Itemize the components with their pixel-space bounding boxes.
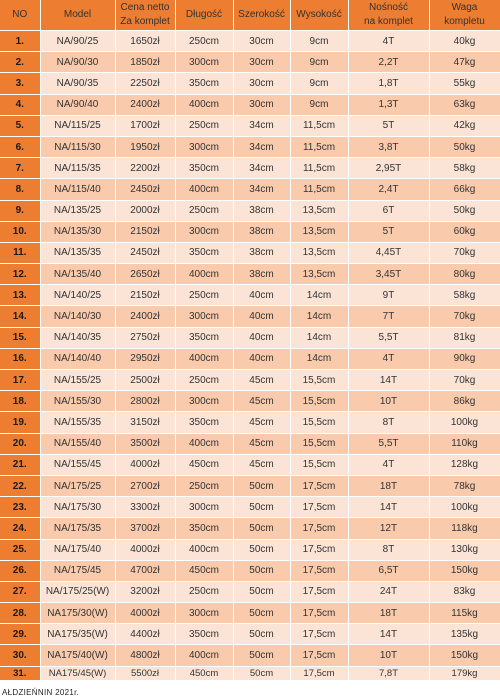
table-row [0, 603, 500, 624]
cell-load: 4T [348, 454, 429, 475]
cell-weight: 60kg [429, 221, 500, 242]
cell-model: NA/155/35 [40, 412, 115, 433]
cell-width: 50cm [233, 624, 290, 645]
cell-price: 4000zł [115, 539, 175, 560]
header-height: Wysokość [290, 0, 348, 31]
cell-width: 30cm [233, 52, 290, 73]
cell-model: NA/140/30 [40, 306, 115, 327]
header-load-line1: Nośność [369, 2, 408, 13]
cell-price: 2400zł [115, 306, 175, 327]
cell-model: NA/115/40 [40, 179, 115, 200]
table-row [0, 391, 500, 412]
table-row [0, 158, 500, 179]
cell-height: 15,5cm [290, 391, 348, 412]
cell-width: 50cm [233, 497, 290, 518]
cell-load: 5T [348, 115, 429, 136]
table-row [0, 200, 500, 221]
cell-weight: 55kg [429, 73, 500, 94]
header-weight [429, 0, 500, 31]
table-row [0, 31, 500, 52]
cell-height: 17,5cm [290, 603, 348, 624]
cell-length: 450cm [175, 560, 233, 581]
cell-price: 2450zł [115, 242, 175, 263]
cell-height: 14cm [290, 348, 348, 369]
cell-width: 34cm [233, 179, 290, 200]
cell-price: 1700zł [115, 115, 175, 136]
cell-width: 38cm [233, 200, 290, 221]
cell-width: 50cm [233, 475, 290, 496]
cell-price: 2000zł [115, 200, 175, 221]
cell-price: 2150zł [115, 221, 175, 242]
cell-weight: 40kg [429, 31, 500, 52]
cell-height: 13,5cm [290, 264, 348, 285]
cell-weight: 130kg [429, 539, 500, 560]
cell-width: 34cm [233, 158, 290, 179]
table-row [0, 560, 500, 581]
cell-weight: 100kg [429, 412, 500, 433]
cell-model: NA/155/25 [40, 370, 115, 391]
cell-price: 2700zł [115, 475, 175, 496]
cell-weight: 70kg [429, 306, 500, 327]
row-number: 20. [0, 433, 40, 454]
table-row [0, 370, 500, 391]
row-number: 28. [0, 603, 40, 624]
cell-length: 300cm [175, 497, 233, 518]
cell-model: NA175/45(W) [40, 666, 115, 680]
row-number: 6. [0, 136, 40, 157]
cell-length: 250cm [175, 200, 233, 221]
row-number: 25. [0, 539, 40, 560]
cell-load: 2,2T [348, 52, 429, 73]
cell-price: 2150zł [115, 285, 175, 306]
cell-height: 15,5cm [290, 412, 348, 433]
table-row [0, 497, 500, 518]
cell-width: 34cm [233, 136, 290, 157]
cell-price: 4000zł [115, 454, 175, 475]
table-row [0, 242, 500, 263]
cell-model: NA/155/30 [40, 391, 115, 412]
cell-length: 250cm [175, 475, 233, 496]
cell-length: 350cm [175, 518, 233, 539]
cell-price: 2250zł [115, 73, 175, 94]
cell-load: 9T [348, 285, 429, 306]
header-price-line1: Cena netto [120, 2, 170, 13]
cell-width: 40cm [233, 327, 290, 348]
cell-price: 5500zł [115, 666, 175, 680]
table-row [0, 221, 500, 242]
cell-load: 6T [348, 200, 429, 221]
cell-model: NA/175/45 [40, 560, 115, 581]
cell-width: 30cm [233, 31, 290, 52]
cell-length: 450cm [175, 454, 233, 475]
cell-model: NA/155/45 [40, 454, 115, 475]
cell-weight: 150kg [429, 645, 500, 666]
table-row [0, 52, 500, 73]
row-number: 24. [0, 518, 40, 539]
header-weight-line1: Waga [451, 2, 478, 13]
header-weight-line2: kompletu [444, 16, 485, 27]
cell-price: 2200zł [115, 158, 175, 179]
row-number: 21. [0, 454, 40, 475]
table-row [0, 454, 500, 475]
row-number: 18. [0, 391, 40, 412]
table-row [0, 624, 500, 645]
cell-load: 18T [348, 475, 429, 496]
cell-length: 350cm [175, 242, 233, 263]
cell-price: 2750zł [115, 327, 175, 348]
cell-height: 9cm [290, 94, 348, 115]
cell-weight: 115kg [429, 603, 500, 624]
table-row [0, 306, 500, 327]
header-model: Model [40, 0, 115, 31]
cell-weight: 58kg [429, 285, 500, 306]
cell-width: 40cm [233, 306, 290, 327]
cell-height: 11,5cm [290, 158, 348, 179]
cell-model: NA/140/25 [40, 285, 115, 306]
cell-width: 50cm [233, 560, 290, 581]
cell-model: NA/135/40 [40, 264, 115, 285]
cell-length: 300cm [175, 391, 233, 412]
cell-length: 300cm [175, 603, 233, 624]
cell-weight: 58kg [429, 158, 500, 179]
cell-length: 400cm [175, 179, 233, 200]
cell-price: 2400zł [115, 94, 175, 115]
cell-length: 350cm [175, 624, 233, 645]
cell-height: 14cm [290, 327, 348, 348]
row-number: 11. [0, 242, 40, 263]
table-row [0, 475, 500, 496]
table-row [0, 666, 500, 680]
cell-height: 13,5cm [290, 242, 348, 263]
cell-height: 17,5cm [290, 560, 348, 581]
cell-length: 250cm [175, 115, 233, 136]
row-number: 16. [0, 348, 40, 369]
cell-weight: 70kg [429, 242, 500, 263]
cell-height: 17,5cm [290, 539, 348, 560]
cell-length: 250cm [175, 581, 233, 602]
cell-height: 15,5cm [290, 454, 348, 475]
cell-load: 14T [348, 624, 429, 645]
cell-price: 3700zł [115, 518, 175, 539]
cell-width: 38cm [233, 242, 290, 263]
cell-load: 10T [348, 645, 429, 666]
cell-width: 50cm [233, 645, 290, 666]
cell-load: 5T [348, 221, 429, 242]
cell-length: 400cm [175, 94, 233, 115]
cell-length: 350cm [175, 327, 233, 348]
cell-height: 15,5cm [290, 370, 348, 391]
cell-load: 14T [348, 497, 429, 518]
cell-model: NA175/35(W) [40, 624, 115, 645]
cell-width: 50cm [233, 666, 290, 680]
header-load [348, 0, 429, 31]
row-number: 27. [0, 581, 40, 602]
row-number: 14. [0, 306, 40, 327]
cell-width: 45cm [233, 412, 290, 433]
cell-price: 3300zł [115, 497, 175, 518]
cell-load: 1,8T [348, 73, 429, 94]
cell-load: 1,3T [348, 94, 429, 115]
cell-length: 350cm [175, 412, 233, 433]
cell-height: 13,5cm [290, 200, 348, 221]
row-number: 31. [0, 666, 40, 680]
cell-height: 17,5cm [290, 624, 348, 645]
table-row [0, 285, 500, 306]
cell-width: 38cm [233, 221, 290, 242]
cell-model: NA/175/40 [40, 539, 115, 560]
cell-load: 8T [348, 412, 429, 433]
cell-model: NA/175/35 [40, 518, 115, 539]
cell-weight: 78kg [429, 475, 500, 496]
cell-height: 17,5cm [290, 497, 348, 518]
cell-model: NA/115/25 [40, 115, 115, 136]
cell-load: 7T [348, 306, 429, 327]
row-number: 5. [0, 115, 40, 136]
row-number: 29. [0, 624, 40, 645]
row-number: 7. [0, 158, 40, 179]
cell-length: 400cm [175, 264, 233, 285]
table-row [0, 645, 500, 666]
cell-load: 2,4T [348, 179, 429, 200]
cell-weight: 100kg [429, 497, 500, 518]
cell-load: 4T [348, 348, 429, 369]
cell-width: 34cm [233, 115, 290, 136]
cell-height: 11,5cm [290, 136, 348, 157]
cell-height: 17,5cm [290, 645, 348, 666]
row-number: 13. [0, 285, 40, 306]
row-number: 30. [0, 645, 40, 666]
cell-weight: 150kg [429, 560, 500, 581]
header-length: Długość [175, 0, 233, 31]
table-row [0, 539, 500, 560]
cell-weight: 90kg [429, 348, 500, 369]
cell-load: 5,5T [348, 327, 429, 348]
cell-weight: 50kg [429, 200, 500, 221]
cell-weight: 83kg [429, 581, 500, 602]
row-number: 3. [0, 73, 40, 94]
cell-model: NA/90/35 [40, 73, 115, 94]
cell-weight: 50kg [429, 136, 500, 157]
cell-price: 3150zł [115, 412, 175, 433]
table-row [0, 327, 500, 348]
cell-weight: 47kg [429, 52, 500, 73]
cell-height: 14cm [290, 285, 348, 306]
header-no: NO [0, 0, 40, 31]
row-number: 23. [0, 497, 40, 518]
cell-height: 9cm [290, 31, 348, 52]
cell-height: 14cm [290, 306, 348, 327]
cell-length: 300cm [175, 221, 233, 242]
cell-model: NA175/30(W) [40, 603, 115, 624]
cell-width: 50cm [233, 603, 290, 624]
cell-height: 15,5cm [290, 433, 348, 454]
cell-width: 45cm [233, 391, 290, 412]
cell-load: 4T [348, 31, 429, 52]
cell-height: 9cm [290, 73, 348, 94]
cell-price: 4400zł [115, 624, 175, 645]
table-row [0, 518, 500, 539]
cell-height: 17,5cm [290, 518, 348, 539]
cell-length: 250cm [175, 285, 233, 306]
header-price [115, 0, 175, 31]
table-row [0, 264, 500, 285]
cell-load: 18T [348, 603, 429, 624]
cell-model: NA/175/30 [40, 497, 115, 518]
cell-length: 400cm [175, 348, 233, 369]
cell-weight: 118kg [429, 518, 500, 539]
cell-price: 2450zł [115, 179, 175, 200]
cell-height: 13,5cm [290, 221, 348, 242]
cell-load: 8T [348, 539, 429, 560]
cell-model: NA/155/40 [40, 433, 115, 454]
table-row [0, 115, 500, 136]
cell-model: NA/135/30 [40, 221, 115, 242]
cell-width: 40cm [233, 348, 290, 369]
row-number: 8. [0, 179, 40, 200]
cell-load: 14T [348, 370, 429, 391]
cell-width: 45cm [233, 454, 290, 475]
cell-width: 30cm [233, 94, 290, 115]
cell-height: 17,5cm [290, 666, 348, 680]
cell-width: 38cm [233, 264, 290, 285]
row-number: 22. [0, 475, 40, 496]
cell-load: 3,45T [348, 264, 429, 285]
row-number: 9. [0, 200, 40, 221]
cell-length: 300cm [175, 136, 233, 157]
table-header [0, 0, 500, 31]
cell-width: 50cm [233, 518, 290, 539]
cell-load: 5,5T [348, 433, 429, 454]
cell-price: 2950zł [115, 348, 175, 369]
cell-model: NA/115/35 [40, 158, 115, 179]
cell-length: 250cm [175, 31, 233, 52]
cell-weight: 66kg [429, 179, 500, 200]
row-number: 12. [0, 264, 40, 285]
row-number: 17. [0, 370, 40, 391]
cell-price: 3200zł [115, 581, 175, 602]
cell-load: 6,5T [348, 560, 429, 581]
row-number: 15. [0, 327, 40, 348]
row-number: 10. [0, 221, 40, 242]
cell-load: 7,8T [348, 666, 429, 680]
cell-width: 45cm [233, 433, 290, 454]
cell-price: 1650zł [115, 31, 175, 52]
row-number: 19. [0, 412, 40, 433]
cell-weight: 42kg [429, 115, 500, 136]
cell-height: 17,5cm [290, 581, 348, 602]
cell-load: 4,45T [348, 242, 429, 263]
table-row [0, 73, 500, 94]
cell-length: 450cm [175, 666, 233, 680]
table-row [0, 433, 500, 454]
header-load-line2: na komplet [364, 16, 413, 27]
table-row [0, 179, 500, 200]
cell-length: 400cm [175, 433, 233, 454]
cell-model: NA/175/25(W) [40, 581, 115, 602]
cell-model: NA/140/35 [40, 327, 115, 348]
row-number: 1. [0, 31, 40, 52]
cell-weight: 135kg [429, 624, 500, 645]
cell-weight: 63kg [429, 94, 500, 115]
cell-weight: 81kg [429, 327, 500, 348]
cell-price: 2500zł [115, 370, 175, 391]
cell-load: 3,8T [348, 136, 429, 157]
row-number: 4. [0, 94, 40, 115]
cell-model: NA/90/40 [40, 94, 115, 115]
table-body [0, 31, 500, 681]
table-row [0, 348, 500, 369]
cell-price: 3500zł [115, 433, 175, 454]
cell-length: 400cm [175, 645, 233, 666]
cell-model: NA/115/30 [40, 136, 115, 157]
cell-model: NA175/40(W) [40, 645, 115, 666]
cell-weight: 128kg [429, 454, 500, 475]
cell-length: 300cm [175, 52, 233, 73]
cell-width: 30cm [233, 73, 290, 94]
header-width: Szerokość [233, 0, 290, 31]
cell-weight: 86kg [429, 391, 500, 412]
cell-model: NA/90/30 [40, 52, 115, 73]
cell-load: 12T [348, 518, 429, 539]
cell-height: 11,5cm [290, 179, 348, 200]
cell-weight: 179kg [429, 666, 500, 680]
cell-load: 10T [348, 391, 429, 412]
row-number: 2. [0, 52, 40, 73]
cell-price: 1950zł [115, 136, 175, 157]
cell-price: 2800zł [115, 391, 175, 412]
header-price-line2: Za komplet [120, 16, 170, 27]
cell-width: 45cm [233, 370, 290, 391]
cell-length: 400cm [175, 539, 233, 560]
table-row [0, 136, 500, 157]
cell-load: 24T [348, 581, 429, 602]
cell-price: 4800zł [115, 645, 175, 666]
cell-price: 2650zł [115, 264, 175, 285]
cell-height: 17,5cm [290, 475, 348, 496]
cell-height: 11,5cm [290, 115, 348, 136]
table-row [0, 94, 500, 115]
cell-width: 50cm [233, 539, 290, 560]
cell-height: 9cm [290, 52, 348, 73]
cell-weight: 110kg [429, 433, 500, 454]
cell-length: 250cm [175, 370, 233, 391]
cell-weight: 70kg [429, 370, 500, 391]
cell-length: 350cm [175, 73, 233, 94]
table-row [0, 412, 500, 433]
cell-length: 300cm [175, 306, 233, 327]
cell-price: 1850zł [115, 52, 175, 73]
cell-load: 2,95T [348, 158, 429, 179]
cell-model: NA/135/35 [40, 242, 115, 263]
cell-weight: 80kg [429, 264, 500, 285]
cell-width: 40cm [233, 285, 290, 306]
table-row [0, 581, 500, 602]
cell-price: 4000zł [115, 603, 175, 624]
cell-model: NA/135/25 [40, 200, 115, 221]
cell-length: 350cm [175, 158, 233, 179]
cell-model: NA/140/40 [40, 348, 115, 369]
cell-model: NA/175/25 [40, 475, 115, 496]
cell-width: 50cm [233, 581, 290, 602]
footer-text: AŁDZIEŃNIN 2021r. [2, 688, 80, 697]
cell-model: NA/90/25 [40, 31, 115, 52]
cell-price: 4700zł [115, 560, 175, 581]
row-number: 26. [0, 560, 40, 581]
